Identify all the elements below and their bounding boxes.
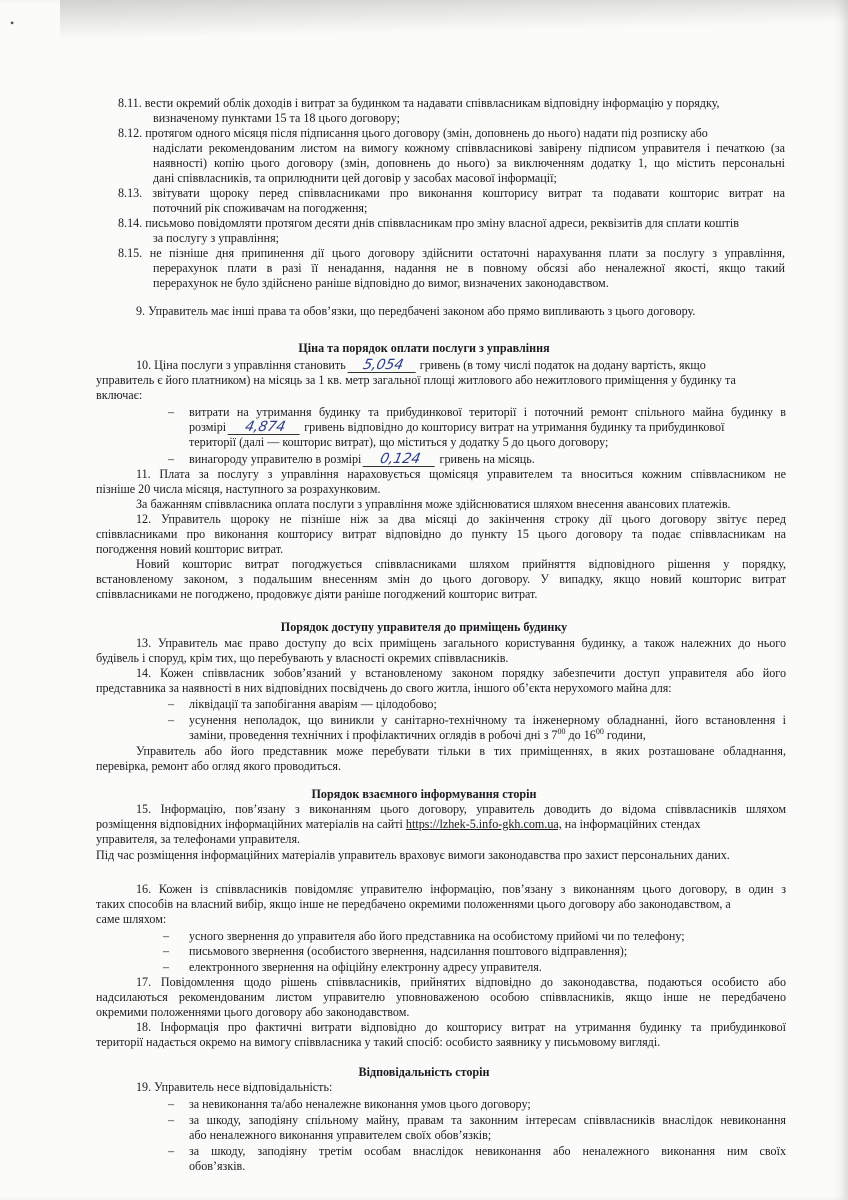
clause-14-line1: 14. Кожен співвласник зобов’язаний у встановленому законом порядку забезпечити доступ управителя або його <box>136 666 786 680</box>
dash: – <box>168 697 175 711</box>
clause-13-line2: будівель і споруд, крім тих, що перебувають у власності окремих співвласників. <box>96 651 509 665</box>
clause-10-item1-line3: території (далі — кошторис витрат), що міститься у додатку 5 до цього договору; <box>189 435 609 449</box>
dash: – <box>168 713 175 727</box>
clause-12-line4: Новий кошторис витрат погоджується співвласниками шляхом прийняття відповідного рішення у порядку, <box>136 557 786 571</box>
clause-8-15-line3: перерахунок не було здійснено раніше відповідно до вимог, визначених законодавством. <box>153 276 609 290</box>
clause-14-time-end: години, <box>603 728 646 742</box>
clause-10-line1 <box>136 358 786 373</box>
dash: – <box>168 1144 175 1158</box>
clause-16-line1: 16. Кожен із співвласників повідомляє управителю інформацію, пов’язану з виконанням цього договору, в один з <box>136 882 786 896</box>
clause-12-line1: 12. Управитель щороку не пізніше ніж за два місяці до закінчення строку дії цього договору звітує перед <box>136 512 786 526</box>
clause-14-time-text: заміни, проведення технічних і профілактичних оглядів в робочі дні з 7 <box>189 728 558 742</box>
clause-10-item1-pre: розмірі <box>189 420 227 434</box>
dash: – <box>168 405 175 419</box>
clause-14-time-sup1: 00 <box>557 726 566 736</box>
clause-10-item1-line1: витрати на утримання будинку та прибудинкової території і поточний ремонт спільного майна будинку в <box>189 405 786 419</box>
clause-12-line5: встановленому законом, з подальшим внесенням змін до цього договору. У випадку, якщо новий кошторис витрат <box>96 572 786 586</box>
dash: – <box>163 929 170 943</box>
clause-9: 9. Управитель має інші права та обов’язки, що передбачені законом або прямо випливають з цього договору. <box>136 304 696 318</box>
clause-15-line3: управителя, за телефонами управителя. <box>96 832 301 846</box>
dash: – <box>163 944 170 958</box>
heading-responsibility: Відповідальність сторін <box>358 1065 490 1079</box>
clause-11-line2: пізніше 20 числа місяця, наступного за розрахунковим. <box>96 482 381 496</box>
clause-10-item2-post: гривень на місяць. <box>439 452 535 466</box>
clause-8-14-line1: 8.14. письмово повідомляти протягом десяти днів співвласникам про зміну власної адреси, реквізитів для сплати коштів <box>118 216 739 230</box>
clause-8-12-line2: надіслати рекомендованим листом на вимогу кожному співвласникові завірену підписом управителя і печаткою (за <box>153 141 785 155</box>
clause-8-13-line2: поточний рік споживачам на погодження; <box>153 201 368 215</box>
clause-17-line3: окремими положеннями цього договору або законодавством. <box>96 1005 410 1019</box>
clause-8-12-line3: наявності) копію цього договору (змін, доповнень до нього) за виключенням додатку 1, що містить персональні <box>153 156 785 170</box>
clause-14-line4: перевірка, ремонт або огляд якого проводиться. <box>96 759 342 773</box>
clause-8-13-line1: 8.13. звітувати щороку перед співвласниками про виконання кошторису витрат та подавати кошторис витрат на <box>118 186 785 200</box>
clause-17-line1: 17. Повідомлення щодо рішень співвласників, прийнятих відповідно до законодавства, подаються особисто або <box>136 975 786 989</box>
dash: – <box>168 1097 175 1111</box>
clause-8-15-line2: перерахунок плати в разі її ненадання, надання не в повному обсязі або неналежної якості, якщо такий <box>153 261 785 275</box>
clause-14-time-mid: до 16 <box>565 728 596 742</box>
clause-14-line3: Управитель або його представник може перебувати тільки в тих приміщеннях, в яких розташоване обладнання, <box>136 744 786 758</box>
clause-10-item2-pre: винагороду управителю в розмірі <box>189 452 362 466</box>
clause-10-item1-post: гривень відповідно до кошторису витрат на утримання будинку та прибудинкової <box>304 420 725 434</box>
clause-19-item2-line1: за шкоду, заподіяну спільному майну, правам та законним інтересам співвласників внаслідок невиконання <box>189 1113 786 1127</box>
punch-mark: • <box>10 16 15 30</box>
clause-19-item3-line2: обов’язків. <box>189 1159 246 1173</box>
handwritten-fee: 0,124 <box>363 453 438 467</box>
clause-19-line1: 19. Управитель несе відповідальність: <box>136 1080 333 1094</box>
clause-12-line2: співвласниками про виконання кошторису витрат відповідно до пункту 15 цього договору та подає співвласникам на <box>96 527 786 541</box>
dash: – <box>168 1113 175 1127</box>
clause-15-line1: 15. Інформацію, пов’язану з виконанням цього договору, управитель доводить до відома співвласників шляхом <box>136 802 786 816</box>
handwritten-maintenance: 4,874 <box>228 421 303 435</box>
clause-8-15-line1: 8.15. не пізніше дня припинення дії цього договору здійснити остаточні нарахування плати за послугу з управління, <box>118 246 785 260</box>
clause-14-time-sup2: 00 <box>595 726 604 736</box>
clause-11-line3: За бажанням співвласника оплата послуги з управління може здійснюватися шляхом внесення авансових платежів. <box>136 497 731 511</box>
clause-10-item1-line2 <box>189 420 786 435</box>
clause-19-item1: за невиконання та/або неналежне виконання умов цього договору; <box>189 1097 531 1111</box>
clause-12-line3: погодження новий кошторис витрат. <box>96 542 284 556</box>
clause-8-12-line4: дані співвласників, та оприлюднити цей договір у засобах масової інформації; <box>153 171 557 185</box>
clause-15-site-text: розміщення відповідних інформаційних матеріалів на сайті <box>96 817 403 831</box>
clause-18-line1: 18. Інформація про фактичні витрати відповідно до кошторису витрат на утримання будинку та прибудинкової <box>136 1020 786 1034</box>
clause-8-14-line2: за послугу з управління; <box>153 231 280 245</box>
clause-12-line6: співвласниками не погоджено, продовжує діяти раніше погоджений кошторис витрат. <box>96 587 538 601</box>
clause-16-line3: саме шляхом: <box>96 912 167 926</box>
clause-15-line2 <box>96 817 786 832</box>
heading-price: Ціна та порядок оплати послуги з управління <box>298 341 550 355</box>
handwritten-price: 5,054 <box>347 359 418 373</box>
clause-14-item1: ліквідації та запобігання аваріям — цілодобово; <box>189 697 437 711</box>
clause-18-line2: території надається окремо на вимогу співвласника у такий спосіб: особисто заявнику у письмовому вигляді. <box>96 1035 661 1049</box>
clause-10-text-start: 10. Ціна послуги з управління становить <box>136 358 346 372</box>
clause-15-line4: Під час розміщення інформаційних матеріалів управитель враховує вимоги законодавства про захист персональних даних. <box>96 848 730 862</box>
clause-14-item2-line1: усунення неполадок, що виникли у санітарно-технічному та інженерному обладнанні, його встановлення і <box>189 713 786 727</box>
clause-16-line2: таких способів на власний вибір, якщо інше не передбачено окремими положеннями цього договору або законодавством, а <box>96 897 731 911</box>
clause-14-item2-line2 <box>189 728 646 743</box>
clause-10-line2: управитель є його платником) на місяць за 1 кв. метр загальної площі житлового або нежитлового приміщення у будинку та <box>96 373 736 387</box>
clause-16-item2: письмового звернення (особистого звернення, надсилання поштового відправлення); <box>189 944 628 958</box>
website-link[interactable]: https://lzhek-5.info-gkh.com.ua, <box>405 817 562 831</box>
dash: – <box>168 452 175 466</box>
heading-access: Порядок доступу управителя до приміщень будинку <box>280 620 568 634</box>
dash: – <box>163 960 170 974</box>
clause-13-line1: 13. Управитель має право доступу до всіх приміщень загального користування будинку, а також належних до нього <box>136 636 786 650</box>
clause-19-item2-line2: або неналежного виконання управителем своїх обов’язків; <box>189 1128 492 1142</box>
heading-info: Порядок взаємного інформування сторін <box>311 787 537 801</box>
clause-8-11-line2: визначеному пунктами 15 та 18 цього договору; <box>153 111 400 125</box>
clause-10-item2 <box>189 452 535 467</box>
clause-19-item3-line1: за шкоду, заподіяну третім особам внаслідок невиконання або неналежного виконання ним своїх <box>189 1144 786 1158</box>
clause-16-item3: електронного звернення на офіційну електронну адресу управителя. <box>189 960 542 974</box>
clause-10-line3: включає: <box>96 388 143 402</box>
clause-17-line2: надсилаються рекомендованим листом управителю уповноваженою особою співвласників, якщо інше не передбачено <box>96 990 786 1004</box>
clause-16-item1: усного звернення до управителя або його представника на особистому прийомі чи по телефону; <box>189 929 685 943</box>
clause-10-text-end: гривень (в тому числі податок на додану вартість, якщо <box>419 358 706 372</box>
clause-8-11-line1: 8.11. вести окремий облік доходів і витрат за будинком та надавати співвласникам відповідну інформацію у порядку, <box>118 96 720 110</box>
clause-11-line1: 11. Плата за послугу з управління нараховується щомісяця управителем та вноситься кожним співвласником не <box>136 467 786 481</box>
clause-8-12-line1: 8.12. протягом одного місяця після підписання цього договору (змін, доповнень до нього) надати під розписку або <box>118 126 708 140</box>
clause-15-stands-text: на інформаційних стендах <box>564 817 701 831</box>
clause-14-line2: представника за наявності в них відповідних посвідчень до свого житла, іншого об’єкта нерухомого майна для: <box>96 681 672 695</box>
